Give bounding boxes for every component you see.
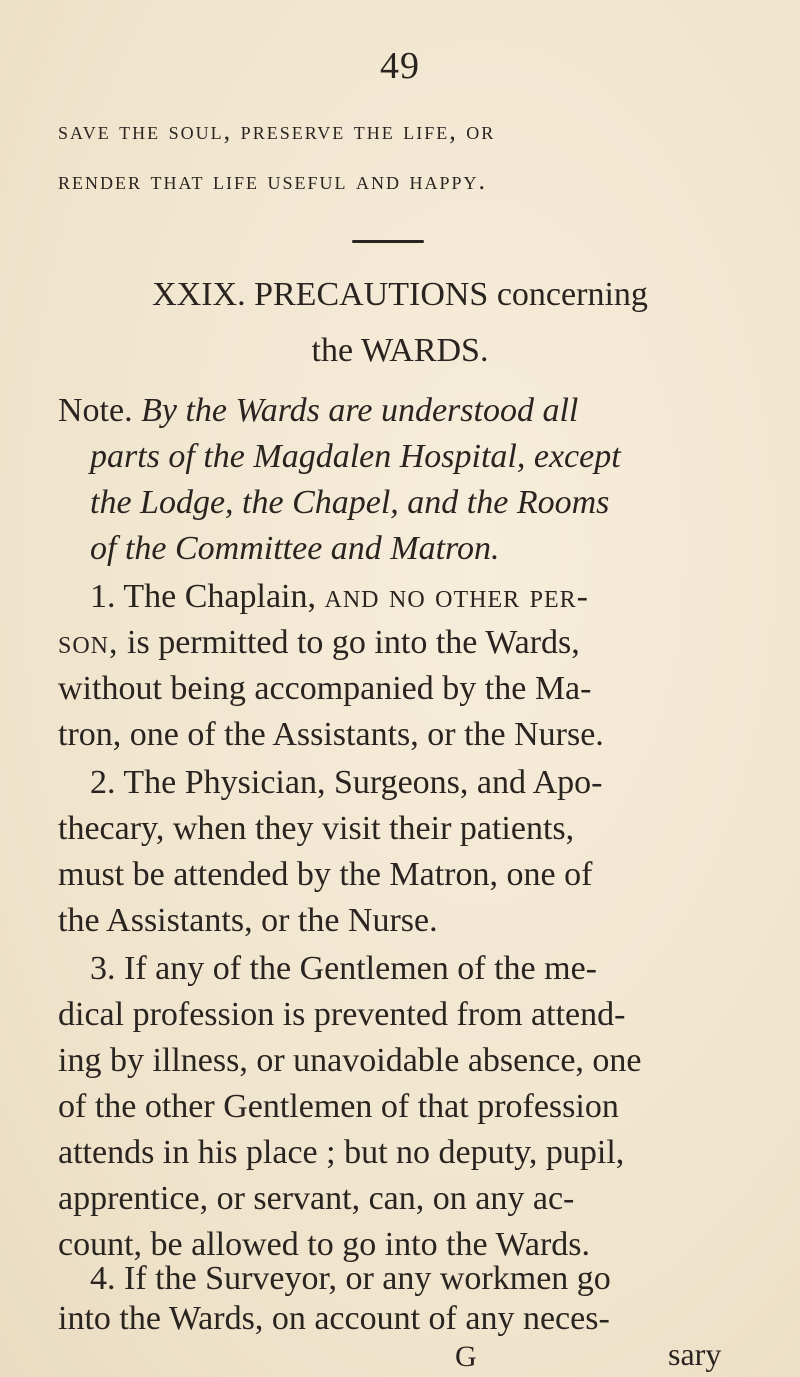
note-label: Note. xyxy=(58,392,133,429)
catchword: sary xyxy=(668,1336,722,1372)
para-1-line-2 xyxy=(58,626,748,660)
running-head-line-2: render that life useful and happy. xyxy=(58,166,488,195)
para-1-text: is permitted to go into the Wards, xyxy=(127,624,580,661)
note-line-1 xyxy=(58,394,748,428)
para-2-line-4: the Assistants, or the Nurse. xyxy=(58,902,438,939)
para-2-line-3: must be attended by the Matron, one of xyxy=(58,856,593,893)
para-3-line-1: 3. If any of the Gentlemen of the me- xyxy=(90,950,597,987)
para-1-line-1 xyxy=(90,580,780,614)
para-3-line-3: ing by illness, or unavoidable absence, one xyxy=(58,1042,642,1079)
note-line-4: of the Committee and Matron. xyxy=(90,530,500,567)
section-heading-line-2: the WARDS. xyxy=(311,332,489,369)
page-number: 49 xyxy=(380,45,420,87)
running-head-line-1: save the soul, preserve the life, or xyxy=(58,116,496,145)
section-number: XXIX. xyxy=(152,276,246,313)
note-text: By the Wards are understood all xyxy=(141,392,579,429)
section-title: PRECAUTIONS xyxy=(254,276,489,313)
para-3-line-6: apprentice, or servant, can, on any ac- xyxy=(58,1180,575,1217)
section-heading-line-1 xyxy=(0,278,800,312)
para-1-small-caps: and no other per- xyxy=(324,578,589,615)
ornamental-rule xyxy=(352,240,424,243)
note-line-2: parts of the Magdalen Hospital, except xyxy=(90,438,621,475)
para-2-line-1: 2. The Physician, Surgeons, and Apo- xyxy=(90,764,603,801)
para-4-line-1: 4. If the Surveyor, or any workmen go xyxy=(90,1260,611,1297)
para-1-small-caps-2: son, xyxy=(58,624,119,661)
para-1-line-3: without being accompanied by the Ma- xyxy=(58,670,592,707)
para-1-start: 1. The Chaplain, xyxy=(90,578,316,615)
para-4-line-2: into the Wards, on account of any neces- xyxy=(58,1300,610,1337)
signature-mark: G xyxy=(455,1340,477,1373)
para-3-line-7: count, be allowed to go into the Wards. xyxy=(58,1226,591,1263)
note-line-3: the Lodge, the Chapel, and the Rooms xyxy=(90,484,610,521)
section-title-rest: concerning xyxy=(496,276,648,313)
para-1-line-4: tron, one of the Assistants, or the Nurse. xyxy=(58,716,604,753)
para-3-line-4: of the other Gentlemen of that profession xyxy=(58,1088,619,1125)
para-2-line-2: thecary, when they visit their patients, xyxy=(58,810,575,847)
para-3-line-5: attends in his place ; but no deputy, pupil, xyxy=(58,1134,625,1171)
para-3-line-2: dical profession is prevented from attend- xyxy=(58,996,626,1033)
